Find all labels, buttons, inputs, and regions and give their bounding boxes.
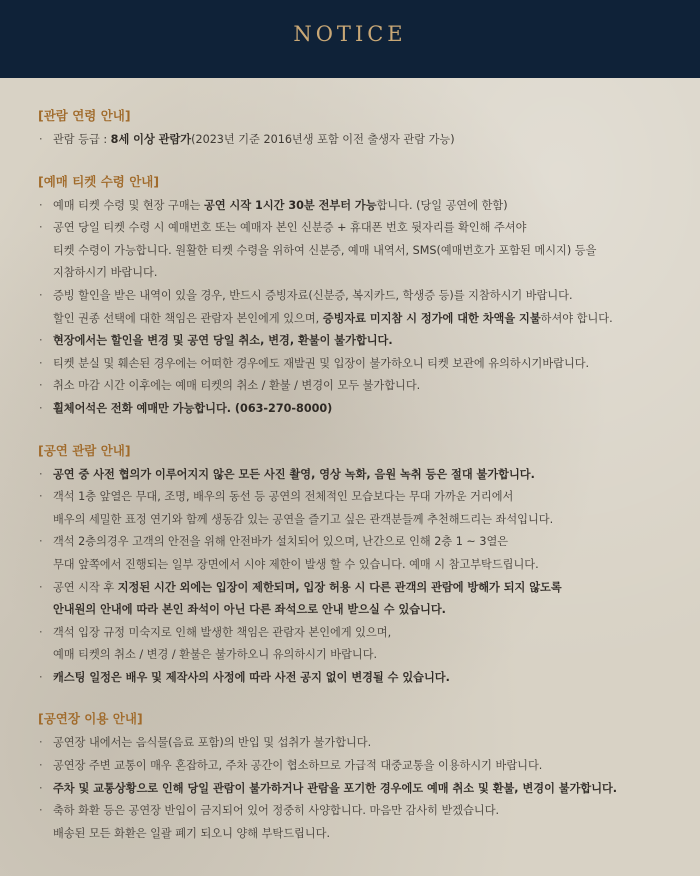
- notice-content: [0, 78, 700, 845]
- list-item: · 객석 1층 앞열은 무대, 조명, 배우의 동선 등 공연의 전체적인 모습보다는 무대 가까운 거리에서: [38, 486, 662, 509]
- list-item: · 관람 등급 : 8세 이상 관람가(2023년 기준 2016년생 포함 이전 출생자 관람 가능): [38, 129, 662, 152]
- list-item: · 공연 당일 티켓 수령 시 예매번호 또는 예매자 본인 신분증 + 휴대폰 번호 뒷자리를 확인해 주셔야: [38, 217, 662, 240]
- list-item: · 공연장 내에서는 음식물(음료 포함)의 반입 및 섭취가 불가합니다.: [38, 732, 662, 755]
- page-title: NOTICE: [293, 22, 407, 46]
- list-item: · 취소 마감 시간 이후에는 예매 티켓의 취소 / 환불 / 변경이 모두 불가합니다.: [38, 375, 662, 398]
- list-item-continuation: 티켓 수령이 가능합니다. 원활한 티켓 수령을 위하여 신분증, 예매 내역서, SMS(예매번호가 포함된 메시지) 등을: [53, 243, 597, 257]
- list-item: · 티켓 분실 및 훼손된 경우에는 어떠한 경우에도 재발권 및 입장이 불가하오니 티켓 보관에 유의하시기바랍니다.: [38, 353, 662, 376]
- list-item: · 주차 및 교통상황으로 인해 당일 관람이 불가하거나 관람을 포기한 경우에도 예매 취소 및 환불, 변경이 불가합니다.: [38, 778, 662, 801]
- list-item: · 객석 2층의경우 고객의 안전을 위해 안전바가 설치되어 있으며, 난간으로 인해 2층 1 ~ 3열은: [38, 531, 662, 554]
- section-viewing: [38, 441, 662, 690]
- list-item-continuation: 무대 앞쪽에서 진행되는 일부 장면에서 시야 제한이 발생 할 수 있습니다. 예매 시 참고부탁드립니다.: [53, 557, 539, 571]
- list-item: · 증빙 할인을 받은 내역이 있을 경우, 반드시 증빙자료(신분증, 복지카드, 학생증 등)를 지참하시기 바랍니다.: [38, 285, 662, 308]
- section-title: [관람 연령 안내]: [38, 108, 131, 123]
- list-item: · 예매 티켓 수령 및 현장 구매는 공연 시작 1시간 30분 전부터 가능합니다. (당일 공연에 한함): [38, 195, 662, 218]
- section-age: [38, 106, 662, 152]
- list-item: · 휠체어석은 전화 예매만 가능합니다. (063-270-8000): [38, 398, 662, 421]
- section-title: [공연장 이용 안내]: [38, 711, 143, 727]
- list-item-continuation: 할인 권종 선택에 대한 책임은 관람자 본인에게 있으며, 증빙자료 미지참 시 정가에 대한 차액을 지불하셔야 합니다.: [53, 311, 613, 325]
- list-item: · 객석 입장 규정 미숙지로 인해 발생한 책임은 관람자 본인에게 있으며,: [38, 622, 662, 645]
- list-item-continuation: 배우의 세밀한 표정 연기와 함께 생동감 있는 공연을 즐기고 싶은 관객분들께 추천해드리는 좌석입니다.: [53, 512, 554, 526]
- section-ticket: [38, 172, 662, 421]
- list-item-continuation: 지참하시기 바랍니다.: [53, 266, 158, 280]
- section-title: [예매 티켓 수령 안내]: [38, 173, 160, 189]
- list-item: · 현장에서는 할인을 변경 및 공연 당일 취소, 변경, 환불이 불가합니다.: [38, 330, 662, 353]
- list-item: · 캐스팅 일정은 배우 및 제작사의 사정에 따라 사전 공지 없이 변경될 수 있습니다.: [38, 667, 662, 690]
- list-item-continuation: 안내원의 안내에 따라 본인 좌석이 아닌 다른 좌석으로 안내 받으실 수 있습니다.: [53, 603, 446, 617]
- list-item: · 공연장 주변 교통이 매우 혼잡하고, 주차 공간이 협소하므로 가급적 대중교통을 이용하시기 바랍니다.: [38, 755, 662, 778]
- list-item: · 공연 중 사전 협의가 이루어지지 않은 모든 사진 촬영, 영상 녹화, 음원 녹취 등은 절대 불가합니다.: [38, 464, 662, 487]
- section-venue: [38, 709, 662, 845]
- list-item: · 축하 화환 등은 공연장 반입이 금지되어 있어 정중히 사양합니다. 마음만 감사히 받겠습니다.: [38, 800, 662, 823]
- header-bar: [0, 0, 700, 78]
- list-item-continuation: 배송된 모든 화환은 일괄 폐기 되오니 양해 부탁드립니다.: [53, 826, 331, 840]
- list-item: · 공연 시작 후 지정된 시간 외에는 입장이 제한되며, 입장 허용 시 다른 관객의 관람에 방해가 되지 않도록: [38, 577, 662, 600]
- list-item-continuation: 예매 티켓의 취소 / 변경 / 환불은 불가하오니 유의하시기 바랍니다.: [53, 648, 378, 662]
- section-title: [공연 관람 안내]: [38, 442, 131, 458]
